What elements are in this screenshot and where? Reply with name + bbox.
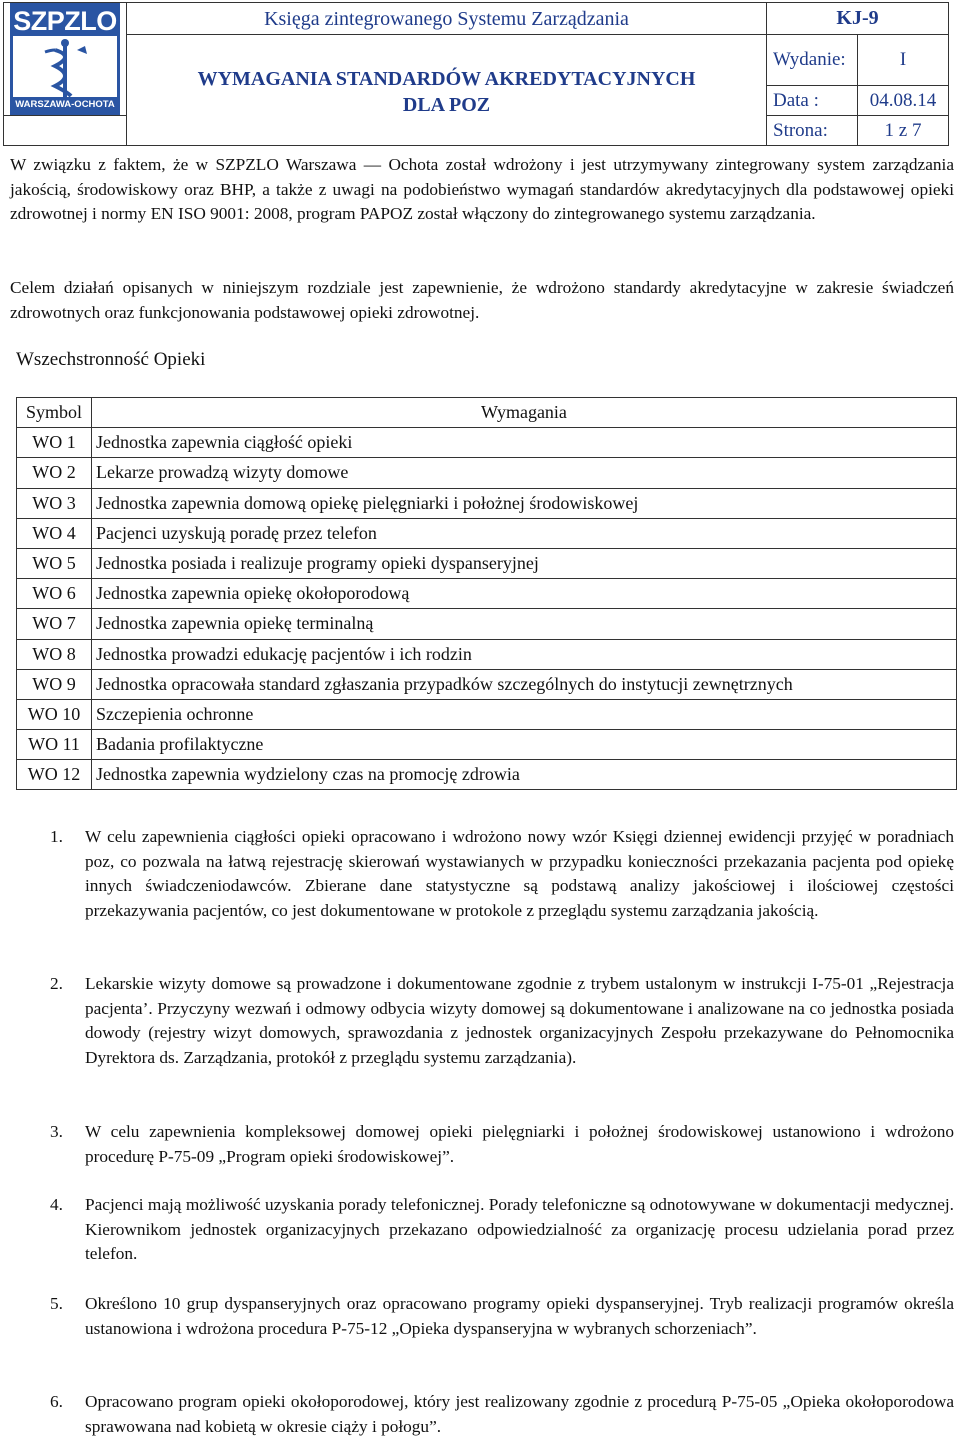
table-row [17, 609, 957, 639]
list-item [50, 1120, 954, 1169]
requirements-table [16, 397, 957, 790]
date-label: Data : [767, 86, 858, 116]
list-item-text: Lekarskie wizyty domowe są prowadzone i dokumentowane zgodnie z trybem ustalonym w instrukcji I-75-01 „Rejestracja pacjenta’. Przyczyny wezwań i odmowy odbycia wizyty domowej są dokumentowane i analizowane na co jednostka posiada dowody (rejestry wizyt domowych, sprawozdania z jednostek organizacyjnych Zespołu przekazywane do Pełnomocnika Dyrektora ds. Zarządzania, protokół z przeglądu systemu zarządzania). [85, 974, 954, 1067]
requirement-symbol: WO 9 [17, 669, 92, 699]
requirement-text: Jednostka opracowała standard zgłaszania przypadków szczególnych do instytucji zewnętrznych [92, 669, 957, 699]
table-row [17, 699, 957, 729]
intro-paragraph-2: Celem działań opisanych w niniejszym rozdziale jest zapewnienie, że wdrożono standardy akredytacyjne w zakresie świadczeń zdrowotnych oraz funkcjonowania podstawowej opieki zdrowotnej. [10, 278, 954, 322]
list-item-text: Pacjenci mają możliwość uzyskania porady telefonicznej. Porady telefoniczne są odnotowywane w dokumentacji medycznej. Kierownikom jednostek organizacyjnych przekazano odpowiedzialność za organizację procesu udzielania porad przez telefon. [85, 1195, 954, 1264]
column-header-symbol: Symbol [17, 398, 92, 428]
requirement-symbol: WO 4 [17, 518, 92, 548]
requirement-text: Jednostka zapewnia wydzielony czas na promocję zdrowia [92, 760, 957, 790]
requirement-text: Jednostka prowadzi edukację pacjentów i ich rodzin [92, 639, 957, 669]
requirement-symbol: WO 7 [17, 609, 92, 639]
section-title: Wszechstronność Opieki [16, 349, 206, 370]
requirement-text: Jednostka zapewnia opiekę okołoporodową [92, 579, 957, 609]
requirement-symbol: WO 2 [17, 458, 92, 488]
page-value: 1 z 7 [858, 116, 949, 146]
table-row [17, 458, 957, 488]
edition-value: I [858, 35, 949, 86]
list-item-text: W celu zapewnienia ciągłości opieki opracowano i wdrożono nowy wzór Księgi dziennej ewidencji przyjęć w poradniach poz, co pozwala na łatwą rejestrację skierowań wystawianych w przypadku konieczności przekazania pacjenta pod opiekę innych świadczeniodawców. Zbierane dane statystyczne są podstawą analizy jakościowej i ilościowej częstości przekazywania pacjentów, co jest dokumentowane w protokole z przeglądu systemu zarządzania jakością. [85, 827, 954, 920]
list-item-number: 3. [50, 1122, 63, 1141]
list-item-text: W celu zapewnienia kompleksowej domowej opieki pielęgniarki i położnej środowiskowej ustanowiono i wdrożono procedurę P-75-09 „Program opieki środowiskowej”. [85, 1122, 954, 1166]
list-item [50, 972, 954, 1070]
requirement-text: Jednostka zapewnia ciągłość opieki [92, 428, 957, 458]
intro-paragraph-1: W związku z faktem, że w SZPZLO Warszawa ― Ochota został wdrożony i jest utrzymywany zintegrowany system zarządzania jakością, środowiskowy oraz BHP, a także z uwagi na podobieństwo wymagań standardów akredytacyjnych dla podstawowej opieki zdrowotnej i normy EN ISO 9001: 2008, program PAPOZ został włączony do zintegrowanego systemu zarządzania. [10, 155, 954, 224]
logo-cell [4, 3, 127, 116]
document-header [3, 2, 949, 146]
requirement-symbol: WO 10 [17, 699, 92, 729]
table-row [17, 730, 957, 760]
szpzlo-logo [10, 3, 120, 115]
requirement-symbol: WO 1 [17, 428, 92, 458]
logo-name: SZPZLO [13, 6, 117, 36]
requirement-text: Jednostka zapewnia domową opiekę pielęgniarki i położnej środowiskowej [92, 488, 957, 518]
edition-label: Wydanie: [767, 35, 858, 86]
table-row [17, 639, 957, 669]
document-title-line1: WYMAGANIA STANDARDÓW AKREDYTACYJNYCH [197, 68, 696, 90]
document-title-cell [127, 35, 767, 146]
column-header-requirements: Wymagania [92, 398, 957, 428]
requirement-text: Jednostka posiada i realizuje programy opieki dyspanseryjnej [92, 548, 957, 578]
table-row [17, 428, 957, 458]
list-item [50, 1292, 954, 1341]
book-title: Księga zintegrowanego Systemu Zarządzania [127, 3, 767, 35]
caduceus-icon [41, 38, 89, 100]
document-title-line2: DLA POZ [402, 94, 491, 116]
table-row [17, 518, 957, 548]
list-item [50, 825, 954, 923]
requirement-text: Szczepienia ochronne [92, 699, 957, 729]
table-row [17, 669, 957, 699]
requirement-symbol: WO 8 [17, 639, 92, 669]
date-value: 04.08.14 [858, 86, 949, 116]
requirement-text: Lekarze prowadzą wizyty domowe [92, 458, 957, 488]
list-item-number: 4. [50, 1195, 63, 1214]
list-item-number: 1. [50, 827, 63, 846]
table-row [17, 548, 957, 578]
list-item-number: 5. [50, 1294, 63, 1313]
table-row [17, 579, 957, 609]
page-label: Strona: [767, 116, 858, 146]
requirement-symbol: WO 11 [17, 730, 92, 760]
requirement-symbol: WO 3 [17, 488, 92, 518]
list-item-text: Opracowano program opieki okołoporodowej, który jest realizowany zgodnie z procedurą P-75-05 „Opieka okołoporodowa sprawowana nad kobietą w okresie ciąży i połogu”. [85, 1392, 954, 1436]
requirement-symbol: WO 5 [17, 548, 92, 578]
list-item [50, 1193, 954, 1267]
table-row [17, 488, 957, 518]
table-header-row [17, 398, 957, 428]
requirement-text: Pacjenci uzyskują poradę przez telefon [92, 518, 957, 548]
requirement-text: Jednostka zapewnia opiekę terminalną [92, 609, 957, 639]
requirement-symbol: WO 6 [17, 579, 92, 609]
table-row [17, 760, 957, 790]
logo-cell-spacer [4, 116, 127, 146]
list-item-number: 6. [50, 1392, 63, 1411]
list-item-text: Określono 10 grup dyspanseryjnych oraz opracowano programy opieki dyspanseryjnej. Tryb realizacji programów określa ustanowiona i wdrożona procedura P-75-12 „Opieka dyspanseryjna w wybranych schorzeniach”. [85, 1294, 954, 1338]
requirement-symbol: WO 12 [17, 760, 92, 790]
list-item [50, 1390, 954, 1439]
document-code: KJ-9 [767, 3, 949, 35]
logo-subtitle: WARSZAWA-OCHOTA [13, 97, 117, 112]
requirement-text: Badania profilaktyczne [92, 730, 957, 760]
list-item-number: 2. [50, 974, 63, 993]
